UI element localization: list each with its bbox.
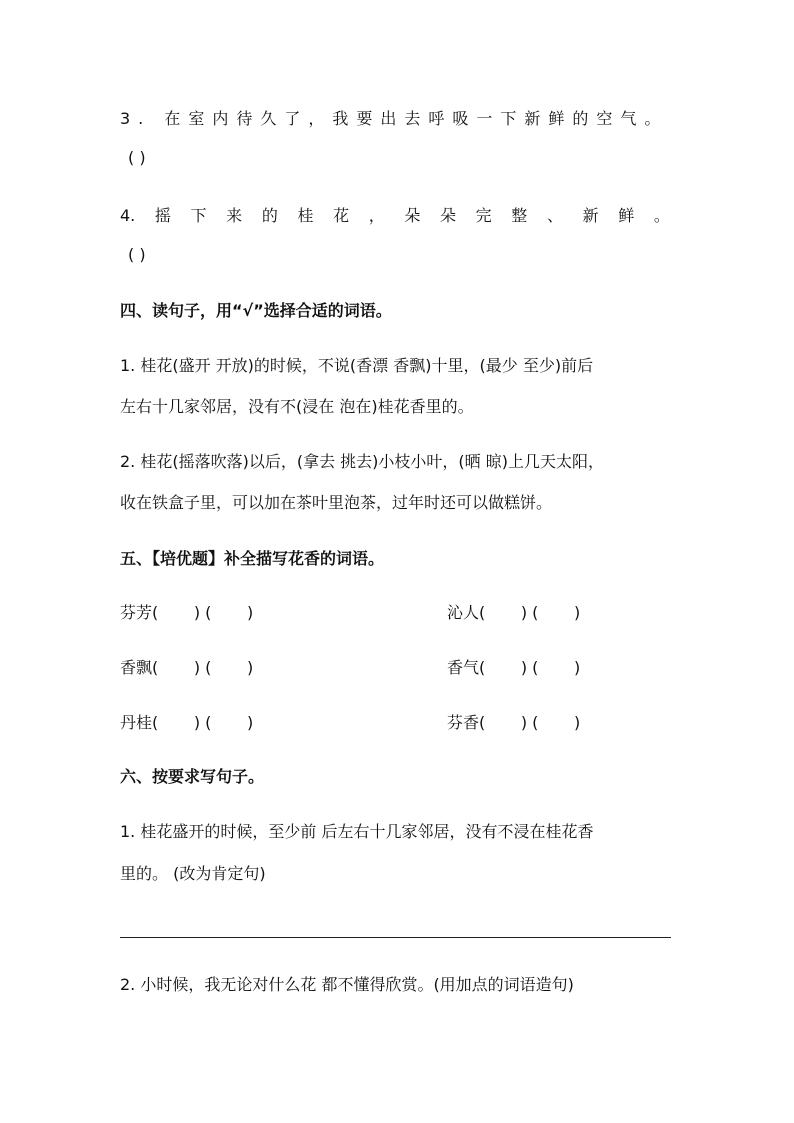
item-4-char: 下 xyxy=(190,206,207,225)
fill-item-right-1[interactable]: 沁人( ) ( ) xyxy=(447,603,581,622)
item-3-sentence: 3. 在室内待久了，我要出去呼吸一下新鲜的空气。 xyxy=(120,109,669,128)
fill-item-left-3[interactable]: 丹桂( ) ( ) xyxy=(120,713,254,732)
section-6-s2-line1: 2. 小时候，我无论对什么花 都不懂得欣赏。(用加点的词语造句) xyxy=(120,975,574,994)
item-4-char: 整 xyxy=(511,206,528,225)
section-4-p1-line2: 左右十几家邻居，没有不(浸在 泡在)桂花香里的。 xyxy=(120,397,474,416)
section-4-p1-line1: 1. 桂花(盛开 开放)的时候，不说(香漂 香飘)十里，(最少 至少)前后 xyxy=(120,356,594,375)
item-4-char: 朵 xyxy=(440,206,457,225)
item-4-char: 。 xyxy=(653,206,670,225)
item-4-char: 新 xyxy=(582,206,599,225)
item-4-chars xyxy=(120,204,670,228)
section-4-heading: 四、读句子，用“√”选择合适的词语。 xyxy=(120,301,392,320)
fill-item-left-1[interactable]: 芬芳( ) ( ) xyxy=(120,603,254,622)
item-4-char: 、 xyxy=(546,206,563,225)
item-4-char: 桂 xyxy=(297,206,314,225)
item-4-char: 完 xyxy=(475,206,492,225)
item-3-answer-blank[interactable]: ( ) xyxy=(128,148,146,167)
item-4-char: 鲜 xyxy=(618,206,635,225)
section-5-heading: 五、【培优题】补全描写花香的词语。 xyxy=(120,549,385,568)
item-4-char: 摇 xyxy=(154,206,171,225)
item-4-char: 来 xyxy=(226,206,243,225)
item-4-sentence xyxy=(120,204,668,228)
item-4-answer-blank[interactable]: ( ) xyxy=(128,245,146,264)
item-4-char: 4. xyxy=(120,206,136,225)
section-6-s1-line2: 里的。 (改为肯定句) xyxy=(120,864,266,883)
section-6-heading: 六、按要求写句子。 xyxy=(120,767,265,786)
fill-item-right-2[interactable]: 香气( ) ( ) xyxy=(447,658,581,677)
item-4-char: ， xyxy=(368,206,385,225)
item-4-char: 朵 xyxy=(404,206,421,225)
section-4-p2-line2: 收在铁盒子里，可以加在茶叶里泡茶，过年时还可以做糕饼。 xyxy=(120,493,553,512)
item-4-char: 花 xyxy=(333,206,350,225)
section-4-p2-line1: 2. 桂花(摇落吹落)以后，(拿去 挑去)小枝小叶，(晒 晾)上几天太阳， xyxy=(120,452,604,471)
item-4-char: 的 xyxy=(261,206,278,225)
fill-item-left-2[interactable]: 香飘( ) ( ) xyxy=(120,658,254,677)
fill-item-right-3[interactable]: 芬香( ) ( ) xyxy=(447,713,581,732)
answer-line[interactable] xyxy=(120,937,671,938)
section-6-s1-line1: 1. 桂花盛开的时候，至少前 后左右十几家邻居，没有不浸在桂花香 xyxy=(120,822,594,841)
